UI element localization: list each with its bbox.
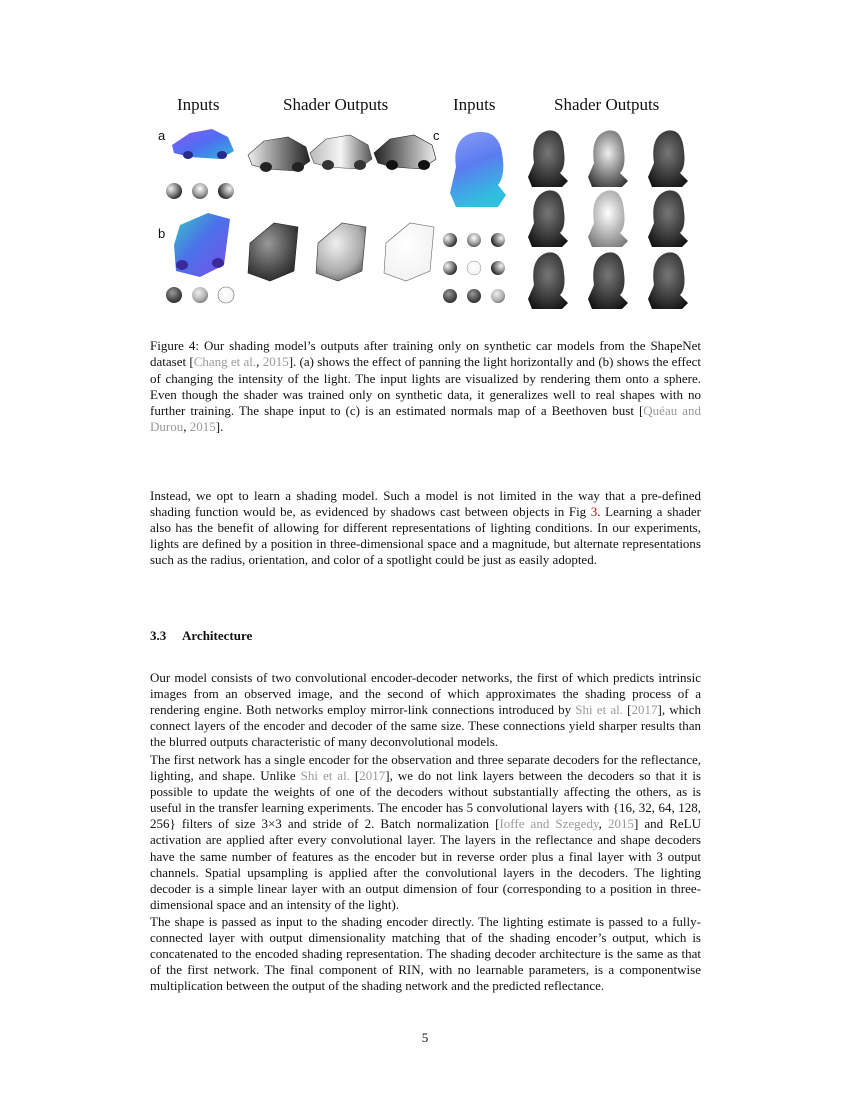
header-shader-outputs-right: Shader Outputs — [554, 95, 660, 114]
shader-car-b-3 — [384, 223, 434, 281]
light-sphere-c-6 — [491, 261, 505, 275]
bust-1 — [528, 130, 568, 187]
light-sphere-c-8 — [467, 289, 481, 303]
light-sphere-c-7 — [443, 289, 457, 303]
citation-ioffe[interactable]: Ioffe and Szegedy — [499, 816, 599, 832]
light-sphere-b-3 — [218, 287, 234, 303]
panel-label-c: c — [433, 128, 440, 143]
shader-car-a-3 — [374, 135, 436, 170]
bust-2 — [588, 130, 628, 187]
page-number: 5 — [421, 1030, 429, 1045]
architecture-paragraph-3: The shape is passed as input to the shading encoder directly. The lighting estimate is passed to a fully-connected layer with output dimensionality matching that of the shading encoder’s output, which is concatenated to the encoded shading representation. The shading decoder architecture is the same as that of the first network. The final component of RIN, with no learnable parameters, is a componentwise multiplication between the output of the shading network and the predicted reflectance. — [150, 914, 701, 994]
citation-shi[interactable]: Shi et al. — [575, 702, 623, 718]
light-sphere-a-2 — [192, 183, 208, 199]
citation-chang-year[interactable]: 2015 — [262, 354, 289, 370]
figure-caption: Figure 4: Our shading model’s outputs after training only on synthetic car models from the ShapeNet dataset [Chang et al., 2015]. (a) shows the effect of panning the light horizontally and (b) shows the effect of changing the intensity of the light. The input lights are visualized by rendering them onto a sphere. Even though the shader was trained only on synthetic data, it generalizes well to real shapes with no further training. The shape input to (c) is an estimated normals map of a Beethoven bust [Quéau and Durou, 2015]. — [150, 338, 702, 435]
bust-4 — [528, 190, 568, 247]
section-heading — [150, 628, 252, 644]
header-inputs-right: Inputs — [453, 95, 496, 114]
bust-9 — [648, 252, 688, 309]
citation-queau[interactable]: Quéau and Durou — [150, 403, 702, 435]
bust-3 — [648, 130, 688, 187]
intro-paragraph: Instead, we opt to learn a shading model. Such a model is not limited in the way that a pre-defined shading function would be, as evidenced by shadows cast between objects in Fig 3. Learning a shader also has the benefit of allowing for different representations of lighting conditions. In our experiments, lights are defined by a position in three-dimensional space and a magnitude, but alternate representations such as the radius, orientation, and color of a spotlight could be just as easily adopted. — [150, 488, 701, 568]
architecture-paragraph-2: The first network has a single encoder for the observation and three separate decoders for the reflectance, lighting, and shape. Unlike Shi et al. [2017], we do not link layers between the decoders so that it is possible to update the weights of one of the decoders without substantially affecting the others, as is useful in the transfer learning experiments. The encoder has 5 convolutional layers with {16, 32, 64, 128, 256} filters of size 3×3 and stride of 2. Batch normalization [Ioffe and Szegedy, 2015] and ReLU activation are applied after every convolutional layer. The layers in the reflectance and shape decoders have the same number of features as the encoder but in reverse order plus a final layer with 3 output channels. Spatial upsampling is applied after the convolutional layers in the decoders. The lighting decoder is a simple linear layer with an output dimension of four (corresponding to a position in three-dimensional space and an intensity of the light). — [150, 752, 702, 912]
normals-car-a — [172, 129, 234, 159]
light-spheres-c — [443, 233, 505, 303]
normals-car-b — [174, 213, 230, 277]
citation-shi-year[interactable]: 2017 — [631, 702, 658, 718]
figure-reference[interactable]: 3 — [590, 504, 598, 520]
light-sphere-c-5 — [467, 261, 481, 275]
bust-7 — [528, 252, 568, 309]
light-sphere-c-9 — [491, 289, 505, 303]
shader-car-a-2 — [310, 135, 372, 170]
architecture-paragraph-1: Our model consists of two convolutional encoder-decoder networks, the first of which predicts intrinsic images from an observed image, and the second of which approximates the shading process of a rendering engine. Both networks employ mirror-link connections introduced by Shi et al. [2017], which connect layers of the encoder and decoder of the same size. These connections yield sharper results than the blurred outputs characteristic of many deconvolutional models. — [150, 670, 701, 750]
light-sphere-c-3 — [491, 233, 505, 247]
normals-bust-c — [450, 132, 506, 207]
light-sphere-a-3 — [218, 183, 234, 199]
light-sphere-a-1 — [166, 183, 182, 199]
panel-label-b: b — [158, 226, 166, 241]
bust-8 — [588, 252, 628, 309]
citation-ioffe-year[interactable]: 2015 — [607, 816, 634, 832]
shader-car-b-1 — [248, 223, 298, 281]
citation-shi-2[interactable]: Shi et al. — [300, 768, 350, 784]
shader-car-a-1 — [248, 137, 310, 172]
figure-4 — [150, 95, 700, 317]
bust-6 — [648, 190, 688, 247]
citation-queau-year[interactable]: 2015 — [189, 419, 216, 435]
shader-busts-c — [528, 130, 688, 309]
figure-graphics — [150, 95, 700, 317]
bust-5 — [588, 190, 628, 247]
light-sphere-b-1 — [166, 287, 182, 303]
header-inputs-left: Inputs — [177, 95, 220, 114]
light-sphere-c-1 — [443, 233, 457, 247]
section-number: 3.3 — [150, 628, 167, 643]
header-shader-outputs-left: Shader Outputs — [283, 95, 389, 114]
citation-shi-2-year[interactable]: 2017 — [359, 768, 386, 784]
light-sphere-c-4 — [443, 261, 457, 275]
citation-chang[interactable]: Chang et al. — [193, 354, 257, 370]
shader-car-b-2 — [316, 223, 366, 281]
section-title: Architecture — [182, 628, 253, 643]
light-sphere-c-2 — [467, 233, 481, 247]
panel-label-a: a — [158, 128, 166, 143]
light-sphere-b-2 — [192, 287, 208, 303]
